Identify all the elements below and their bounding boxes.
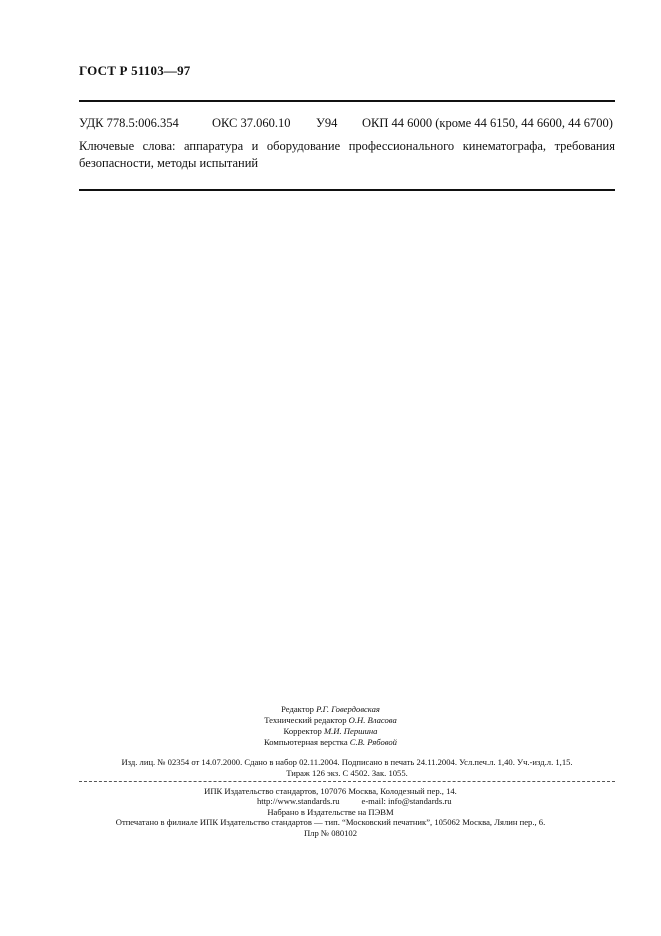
printer-line-1: ИПК Издательство стандартов, 107076 Москва, Колодезный пер., 14. (204, 786, 457, 796)
email-link: e-mail: info@standards.ru (361, 796, 452, 807)
layout-name: С.В. Рябовой (349, 737, 397, 747)
contacts-line (0, 796, 661, 806)
standard-code: ГОСТ Р 51103—97 (79, 63, 191, 78)
tech-editor-line (0, 715, 661, 726)
group-code: У94 (316, 116, 338, 130)
publication-line-1: Изд. лиц. № 02354 от 14.07.2000. Сдано в набор 02.11.2004. Подписано в печать 24.11.2004. Усл.печ.л. 1,40. Уч.-изд.л. 1,15. (121, 757, 573, 767)
corrector-name: М.И. Першина (323, 726, 378, 736)
editor-label: Редактор (281, 704, 314, 714)
printer-line-3: Набрано в Издательстве на ПЭВМ (267, 806, 394, 817)
corrector-line (0, 726, 661, 737)
tech-editor-name: О.Н. Власова (348, 715, 397, 725)
tech-editor-label: Технический редактор (264, 715, 347, 725)
publication-block (79, 757, 615, 779)
corrector-label: Корректор (283, 726, 322, 736)
printer-line-4: Отпечатано в филиале ИПК Издательство стандартов — тип. “Московский печатник”, 105062 Москва, Лялин пер., 6. (115, 817, 546, 828)
okp-code: ОКП 44 6000 (кроме 44 6150, 44 6600, 44 6700) (362, 116, 613, 130)
editor-line (0, 704, 661, 715)
printer-block (0, 786, 661, 838)
editor-name: Р.Г. Говердовская (316, 704, 380, 714)
keywords-text: Ключевые слова: аппаратура и оборудование профессионального кинематографа, требования безопасности, методы испытаний (79, 139, 615, 170)
layout-line (0, 737, 661, 748)
top-divider (79, 100, 615, 102)
dashed-divider (79, 781, 615, 782)
layout-label: Компьютерная верстка (264, 737, 348, 747)
udk-code: УДК 778.5:006.354 (79, 116, 179, 130)
printer-line-5: Плр № 080102 (303, 827, 358, 838)
website-link: http://www.standards.ru (256, 796, 340, 807)
credits-block (0, 704, 661, 748)
publication-line-2: Тираж 126 экз. С 4502. Зак. 1055. (286, 768, 408, 778)
bottom-divider (79, 189, 615, 191)
oks-code: ОКС 37.060.10 (212, 116, 291, 130)
